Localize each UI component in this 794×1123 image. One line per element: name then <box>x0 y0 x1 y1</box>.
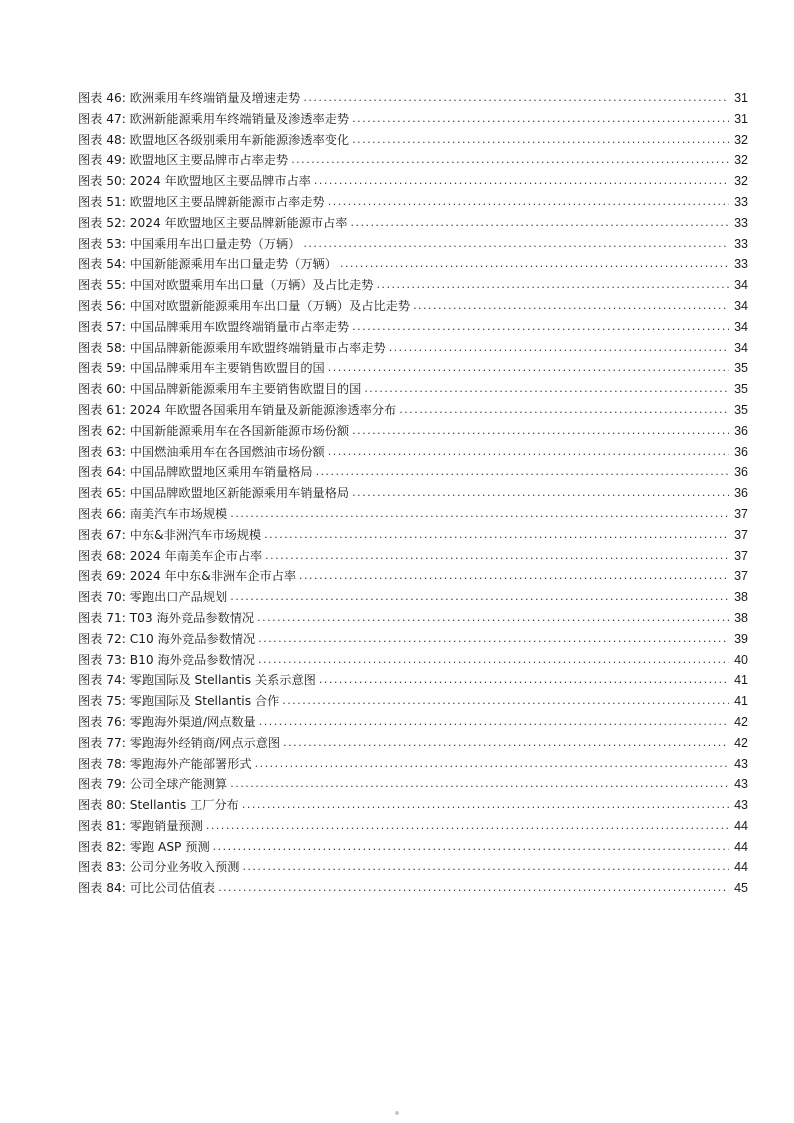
toc-page-number[interactable]: 34 <box>734 340 748 355</box>
toc-page-number[interactable]: 39 <box>734 631 748 646</box>
toc-page-number[interactable]: 41 <box>734 673 748 688</box>
table-of-figures <box>78 88 748 899</box>
toc-row[interactable] <box>78 275 748 296</box>
toc-page-number[interactable]: 43 <box>734 756 748 771</box>
toc-row[interactable] <box>78 691 748 712</box>
leader-dots <box>242 857 729 878</box>
toc-row[interactable] <box>78 837 748 858</box>
leader-dots <box>303 234 729 255</box>
toc-row[interactable] <box>78 566 748 587</box>
toc-page-number[interactable]: 36 <box>734 465 748 480</box>
toc-row[interactable] <box>78 525 748 546</box>
toc-row[interactable] <box>78 296 748 317</box>
toc-page-number[interactable]: 38 <box>734 610 748 625</box>
toc-row[interactable] <box>78 317 748 338</box>
toc-page-number[interactable]: 37 <box>734 548 748 563</box>
leader-dots <box>352 317 729 338</box>
leader-dots <box>352 130 729 151</box>
toc-row[interactable] <box>78 774 748 795</box>
toc-entry-label[interactable]: 图表 47: 欧洲新能源乘用车终端销量及渗透率走势 <box>78 111 350 126</box>
toc-row[interactable] <box>78 650 748 671</box>
toc-entry-label[interactable]: 图表 57: 中国品牌乘用车欧盟终端销量市占率走势 <box>78 319 350 334</box>
toc-page-number[interactable]: 37 <box>734 569 748 584</box>
toc-row[interactable] <box>78 483 748 504</box>
toc-entry-label[interactable]: 图表 70: 零跑出口产品规划 <box>78 590 228 605</box>
toc-row[interactable] <box>78 712 748 733</box>
toc-page-number[interactable]: 42 <box>734 735 748 750</box>
toc-page-number[interactable]: 44 <box>734 818 748 833</box>
toc-entry-label[interactable]: 图表 82: 零跑 ASP 预测 <box>78 839 210 854</box>
toc-row[interactable] <box>78 754 748 775</box>
toc-row[interactable] <box>78 504 748 525</box>
toc-entry-label[interactable]: 图表 48: 欧盟地区各级别乘用车新能源渗透率变化 <box>78 132 350 147</box>
leader-dots <box>206 816 729 837</box>
toc-entry-label[interactable]: 图表 79: 公司全球产能测算 <box>78 777 228 792</box>
leader-dots <box>218 878 729 899</box>
toc-entry-label[interactable]: 图表 52: 2024 年欧盟地区主要品牌新能源市占率 <box>78 215 348 230</box>
toc-row[interactable] <box>78 816 748 837</box>
toc-entry-label[interactable]: 图表 67: 中东&非洲汽车市场规模 <box>78 527 262 542</box>
page-marker-dot <box>395 1111 399 1115</box>
toc-page-number[interactable]: 45 <box>734 881 748 896</box>
toc-row[interactable] <box>78 546 748 567</box>
toc-page-number[interactable]: 37 <box>734 527 748 542</box>
leader-dots <box>377 275 730 296</box>
leader-dots <box>265 546 729 567</box>
toc-entry-label[interactable]: 图表 80: Stellantis 工厂分布 <box>78 798 239 813</box>
toc-row[interactable] <box>78 400 748 421</box>
leader-dots <box>257 608 729 629</box>
toc-entry-label[interactable]: 图表 81: 零跑销量预测 <box>78 818 203 833</box>
toc-page-number[interactable]: 35 <box>734 361 748 376</box>
toc-row[interactable] <box>78 629 748 650</box>
leader-dots <box>352 421 729 442</box>
toc-page-number[interactable]: 31 <box>734 91 748 105</box>
toc-page-number[interactable]: 42 <box>734 714 748 729</box>
toc-row[interactable] <box>78 462 748 483</box>
toc-page-number[interactable]: 40 <box>734 652 748 667</box>
toc-page-number[interactable]: 33 <box>734 215 748 230</box>
toc-row[interactable] <box>78 254 748 275</box>
leader-dots <box>352 483 729 504</box>
leader-dots <box>328 358 729 379</box>
toc-row[interactable] <box>78 338 748 359</box>
toc-entry-label[interactable]: 图表 55: 中国对欧盟乘用车出口量（万辆）及占比走势 <box>78 278 374 293</box>
toc-entry-label[interactable]: 图表 77: 零跑海外经销商/网点示意图 <box>78 735 281 750</box>
toc-entry-label[interactable]: 图表 73: B10 海外竞品参数情况 <box>78 652 255 667</box>
leader-dots <box>350 213 729 234</box>
leader-dots <box>328 442 729 463</box>
leader-dots <box>230 774 729 795</box>
toc-page-number[interactable]: 32 <box>734 132 748 147</box>
toc-entry-label[interactable]: 图表 69: 2024 年中东&非洲车企市占率 <box>78 569 297 584</box>
leader-dots <box>258 629 729 650</box>
toc-entry-label[interactable]: 图表 50: 2024 年欧盟地区主要品牌市占率 <box>78 174 311 189</box>
toc-entry-label[interactable]: 图表 76: 零跑海外渠道/网点数量 <box>78 714 256 729</box>
toc-row[interactable] <box>78 192 748 213</box>
toc-page-number[interactable]: 44 <box>734 839 748 854</box>
toc-entry-label[interactable]: 图表 63: 中国燃油乘用车在各国燃油市场份额 <box>78 444 325 459</box>
leader-dots <box>283 733 729 754</box>
toc-page-number[interactable]: 34 <box>734 319 748 334</box>
toc-page-number[interactable]: 43 <box>734 777 748 792</box>
toc-row[interactable] <box>78 213 748 234</box>
toc-page-number[interactable]: 32 <box>734 153 748 168</box>
toc-page-number[interactable]: 41 <box>734 694 748 709</box>
leader-dots <box>242 795 729 816</box>
toc-entry-label[interactable]: 图表 74: 零跑国际及 Stellantis 关系示意图 <box>78 673 316 688</box>
toc-row[interactable] <box>78 421 748 442</box>
toc-row[interactable] <box>78 130 748 151</box>
toc-entry-label[interactable]: 图表 60: 中国品牌新能源乘用车主要销售欧盟目的国 <box>78 382 362 397</box>
toc-row[interactable] <box>78 150 748 171</box>
toc-row[interactable] <box>78 442 748 463</box>
leader-dots <box>399 400 729 421</box>
toc-page-number[interactable]: 31 <box>734 111 748 126</box>
toc-row[interactable] <box>78 379 748 400</box>
leader-dots <box>258 650 729 671</box>
leader-dots <box>264 525 729 546</box>
leader-dots <box>230 587 729 608</box>
toc-entry-label[interactable]: 图表 78: 零跑海外产能部署形式 <box>78 756 252 771</box>
toc-entry-label[interactable]: 图表 62: 中国新能源乘用车在各国新能源市场份额 <box>78 423 350 438</box>
toc-row[interactable] <box>78 608 748 629</box>
leader-dots <box>282 691 729 712</box>
toc-page-number[interactable]: 33 <box>734 257 748 272</box>
toc-entry-label[interactable]: 图表 61: 2024 年欧盟各国乘用车销量及新能源渗透率分布 <box>78 402 397 417</box>
toc-row[interactable] <box>78 733 748 754</box>
toc-page-number[interactable]: 35 <box>734 382 748 397</box>
leader-dots <box>213 837 729 858</box>
toc-page-number[interactable]: 33 <box>734 236 748 251</box>
toc-page-number[interactable]: 36 <box>734 423 748 438</box>
toc-row[interactable] <box>78 878 748 899</box>
toc-row[interactable] <box>78 234 748 255</box>
toc-entry-label[interactable]: 图表 54: 中国新能源乘用车出口量走势（万辆） <box>78 257 337 272</box>
toc-entry-label[interactable]: 图表 51: 欧盟地区主要品牌新能源市占率走势 <box>78 194 325 209</box>
leader-dots <box>413 296 729 317</box>
toc-entry-label[interactable]: 图表 84: 可比公司估值表 <box>78 881 216 896</box>
leader-dots <box>299 566 729 587</box>
leader-dots <box>230 504 729 525</box>
leader-dots <box>291 150 729 171</box>
toc-page-number[interactable]: 36 <box>734 486 748 501</box>
leader-dots <box>364 379 729 400</box>
toc-entry-label[interactable]: 图表 58: 中国品牌新能源乘用车欧盟终端销量市占率走势 <box>78 340 386 355</box>
toc-entry-label[interactable]: 图表 59: 中国品牌乘用车主要销售欧盟目的国 <box>78 361 325 376</box>
leader-dots <box>352 109 729 130</box>
toc-page-number[interactable]: 32 <box>734 174 748 189</box>
toc-row[interactable] <box>78 88 748 109</box>
leader-dots <box>319 670 729 691</box>
toc-row[interactable] <box>78 109 748 130</box>
toc-entry-label[interactable]: 图表 49: 欧盟地区主要品牌市占率走势 <box>78 153 289 168</box>
leader-dots <box>255 754 729 775</box>
leader-dots <box>328 192 729 213</box>
leader-dots <box>340 254 729 275</box>
toc-entry-label[interactable]: 图表 68: 2024 年南美车企市占率 <box>78 548 263 563</box>
toc-row[interactable] <box>78 358 748 379</box>
toc-entry-label[interactable]: 图表 83: 公司分业务收入预测 <box>78 860 240 875</box>
leader-dots <box>316 462 729 483</box>
toc-row[interactable] <box>78 670 748 691</box>
toc-entry-label[interactable]: 图表 46: 欧洲乘用车终端销量及增速走势 <box>78 91 301 105</box>
toc-entry-label[interactable]: 图表 53: 中国乘用车出口量走势（万辆） <box>78 236 301 251</box>
toc-page-number[interactable]: 44 <box>734 860 748 875</box>
toc-row[interactable] <box>78 857 748 878</box>
toc-entry-label[interactable]: 图表 65: 中国品牌欧盟地区新能源乘用车销量格局 <box>78 486 350 501</box>
toc-entry-label[interactable]: 图表 66: 南美汽车市场规模 <box>78 506 228 521</box>
leader-dots <box>389 338 729 359</box>
leader-dots <box>303 88 729 109</box>
toc-page-number[interactable]: 35 <box>734 402 748 417</box>
toc-row[interactable] <box>78 795 748 816</box>
toc-page-number[interactable]: 43 <box>734 798 748 813</box>
toc-entry-label[interactable]: 图表 56: 中国对欧盟新能源乘用车出口量（万辆）及占比走势 <box>78 298 411 313</box>
toc-page-number[interactable]: 34 <box>734 278 748 293</box>
toc-page-number[interactable]: 34 <box>734 298 748 313</box>
toc-row[interactable] <box>78 587 748 608</box>
toc-page-number[interactable]: 38 <box>734 590 748 605</box>
leader-dots <box>314 171 729 192</box>
toc-page-number[interactable]: 37 <box>734 506 748 521</box>
leader-dots <box>259 712 729 733</box>
toc-page-number[interactable]: 36 <box>734 444 748 459</box>
toc-row[interactable] <box>78 171 748 192</box>
toc-entry-label[interactable]: 图表 75: 零跑国际及 Stellantis 合作 <box>78 694 280 709</box>
toc-entry-label[interactable]: 图表 71: T03 海外竞品参数情况 <box>78 610 255 625</box>
toc-page-number[interactable]: 33 <box>734 194 748 209</box>
toc-entry-label[interactable]: 图表 72: C10 海外竞品参数情况 <box>78 631 256 646</box>
toc-entry-label[interactable]: 图表 64: 中国品牌欧盟地区乘用车销量格局 <box>78 465 313 480</box>
